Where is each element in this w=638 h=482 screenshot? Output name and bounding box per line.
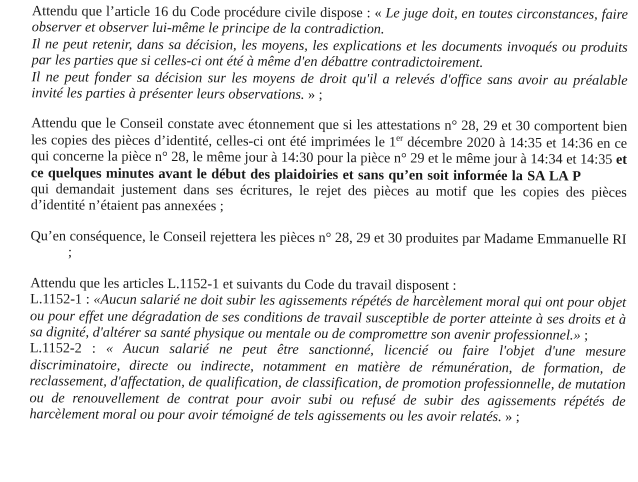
consequence-text-b: ;: [64, 244, 73, 261]
attestations-text-c: qui demandait justement dans ses écritures, le rejet des pièces au motif que les copies des pièces d’identité n’étaient pas annexées ;: [30, 181, 627, 215]
attestations-text-b: décembre 2020 à 14:35 et 14:36 en ce qui concerne la pièce n° 28, le même jour à 14:30 pour la pièce n° 29 et le même jour à 14:34 et 14:35: [30, 134, 628, 169]
article-16-quote-1: Le juge doit, en toutes circonstances, faire observer et observer lui-même le principe de la contradiction.: [31, 5, 628, 38]
article-l1152-2-quote: « Aucun salarié ne peut être sanctionné, licencié ou faire l'objet d'une mesure discriminatoire, directe ou indirecte, notamment en matière de rémunération, de formation, de reclassement, d'affectation, de qualification, de classification, de promotion professionnelle, de mutation ou de renouvellement de contrat pour avoir subi ou refusé de subir des agissements répétés de harcèlement moral ou pour avoir témoigné de tels agissements ou les avoir relatés.: [29, 340, 626, 426]
paragraph-consequence: [30, 228, 626, 264]
article-16-quote-2: Il ne peut retenir, dans sa décision, les moyens, les explications et les documents invoqués ou produits par les parties que si celles-ci ont été à même d'en débattre contradictoirement.: [31, 36, 628, 72]
paragraph-attestations: [31, 116, 628, 218]
attestations-text-a: Attendu que le Conseil constate avec étonnement que si les attestations n° 28, 29 et 30 comportent bien les copies des pièces d’identité, celles-ci ont été imprimées le 1: [31, 115, 628, 151]
redaction-mark: [30, 249, 64, 258]
article-l1152-1-quote: «Aucun salarié ne doit subir les agissements répétés de harcèlement moral qui ont pour objet ou pour effet une dégradation de ses conditions de travail susceptible de porter atteinte à ses droits et à sa dignité, d'altérer sa santé physique ou mentale ou de compromettre son avenir professionnel.»: [29, 291, 627, 344]
article-16-intro: Attendu que l’article 16 du Code procédure civile dispose : «: [31, 3, 386, 22]
consequence-text-a: Qu’en conséquence, le Conseil rejettera les pièces n° 28, 29 et 30 produites par Madame Emmanuelle RI: [30, 228, 627, 248]
article-16-close: » ;: [304, 86, 323, 104]
code-travail-intro: Attendu que les articles L.1152-1 et suivants du Code du travail disposent :: [30, 274, 457, 294]
article-l1152-2-end: » ;: [501, 409, 520, 426]
article-l1152-1-end: ;: [580, 327, 589, 344]
ordinal-superscript: er: [396, 132, 404, 143]
article-l1152-1-ref: L.1152-1 :: [30, 291, 94, 308]
article-16-quote-3: Il ne peut fonder sa décision sur les moyens de droit qu'il a relevés d'office sans avoir au préalable invité les parties à présenter leurs observations.: [31, 68, 628, 103]
paragraph-article-16: [31, 3, 628, 105]
redaction-mark: [581, 172, 627, 181]
attestations-bold-text: et ce quelques minutes avant le début des plaidoiries et sans qu’en soit informée la SA LA P: [30, 152, 628, 185]
paragraph-code-du-travail: [29, 275, 626, 426]
article-l1152-2-ref: L.1152-2 :: [29, 340, 107, 357]
